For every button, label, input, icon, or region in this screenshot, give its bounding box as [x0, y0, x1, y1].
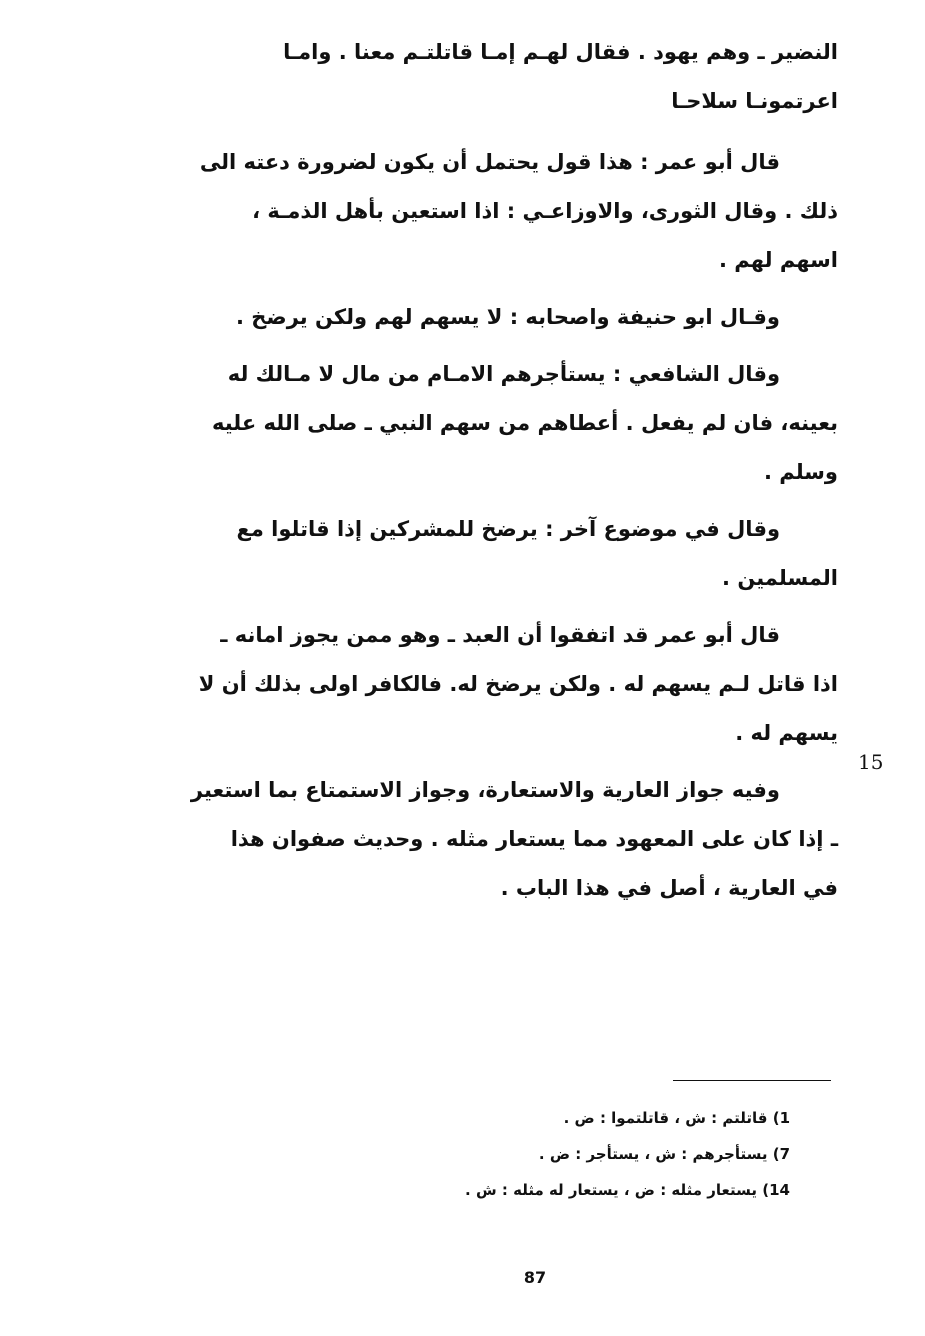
page-number: 87 [523, 1268, 547, 1287]
paragraph-4: وقال الشافعي : يستأجرهم الامـام من مال لا مـالك له بعينه، فان لم يفعل . أعطاهم من سهم النبي ـ صلى الله عليه وسلم . [212, 362, 838, 484]
paragraph-7: وفيه جواز العارية والاستعارة، وجواز الاستمتاع بما استعير ـ إذا كان على المعهود مما يستعار مثله . وحديث صفوان هذا في العارية ، أصل في هذا الباب . [190, 778, 838, 900]
margin-line-number: 15 [858, 750, 884, 774]
footnote-item: 14) يستعار مثله : ض ، يستعار له مثله : ش . [465, 1181, 790, 1199]
paragraph-2: قال أبو عمر : هذا قول يحتمل أن يكون لضرورة دعته الى ذلك . وقال الثورى، والاوزاعـي : اذا استعين بأهل الذمـة ، اسهم لهم . [199, 150, 838, 272]
footnotes [380, 1100, 790, 1208]
paragraph-5: وقال في موضوع آخر : يرضخ للمشركين إذا قاتلوا مع المسلمين . [236, 517, 838, 590]
footnote-item: 1) قاتلتم : ش ، قاتلتموا : ض . [563, 1109, 790, 1127]
footnote-item: 7) يستأجرهم : ش ، يستأجر : ض . [538, 1145, 790, 1163]
paragraph-1: النضير ـ وهم يهود . فقال لهـم إمـا قاتلتـم معنا . وامـا اعرتمونـا سلاحـا [283, 40, 838, 113]
body-text [190, 28, 838, 913]
footnote-divider [673, 1080, 831, 1081]
paragraph-3: وقـال ابو حنيفة واصحابه : لا يسهم لهم ولكن يرضخ . [235, 305, 780, 329]
paragraph-6: قال أبو عمر قد اتفقوا أن العبد ـ وهو ممن يجوز امانه ـ اذا قاتل لـم يسهم له . ولكن يرضخ له. فالكافر اولى بذلك أن لا يسهم له . [198, 623, 838, 745]
